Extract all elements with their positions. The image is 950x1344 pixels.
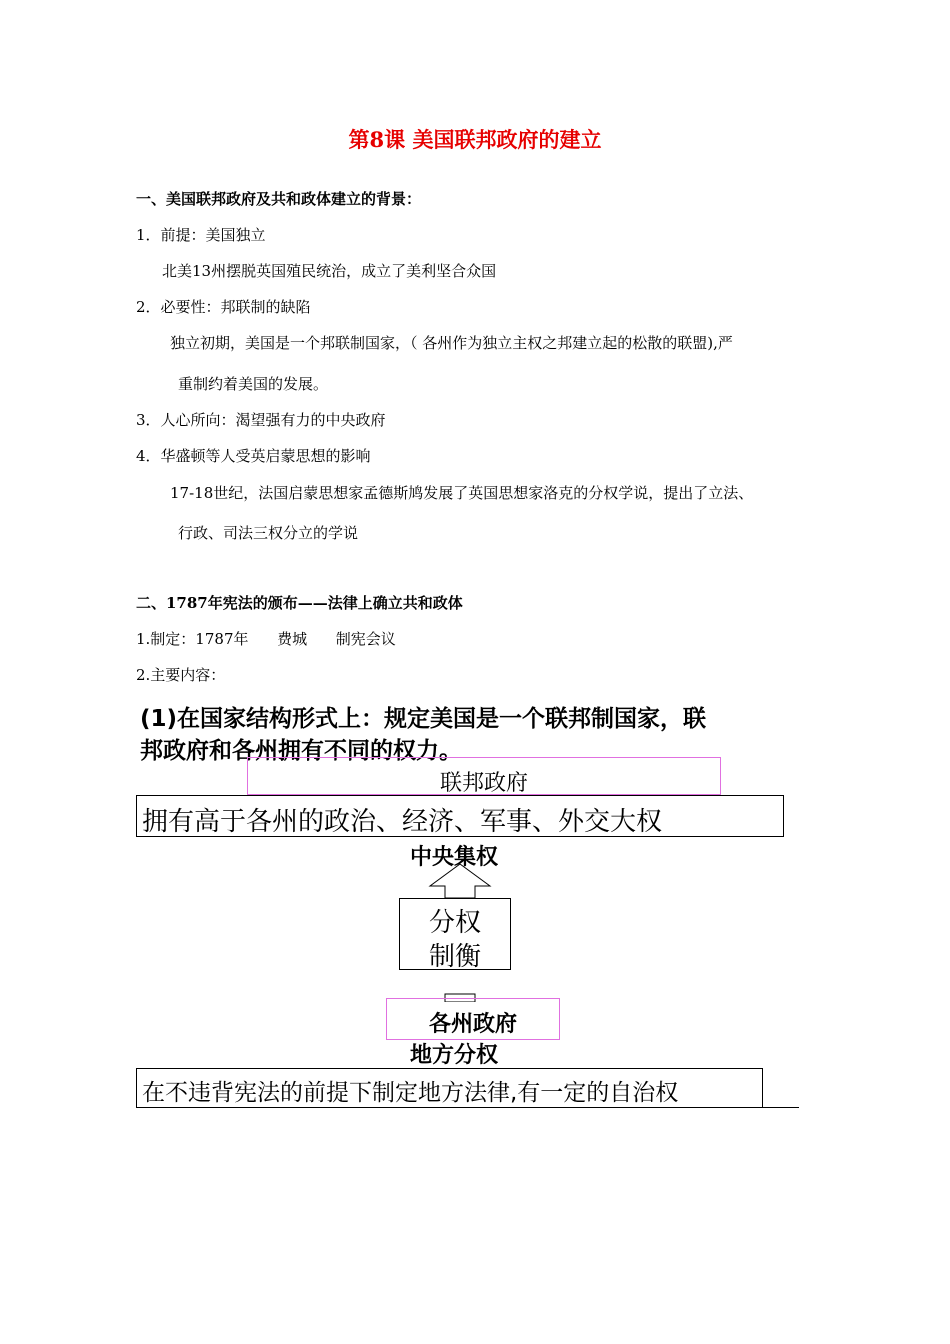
state-powers-underline	[136, 1107, 799, 1108]
central-power-label: 中央集权	[410, 845, 499, 870]
federal-powers-text: 拥有高于各州的政治、经济、军事、外交大权	[142, 807, 663, 837]
section2-heading: 二、1787年宪法的颁布——法律上确立共和政体	[136, 594, 463, 612]
section1-item2: 2．必要性：邦联制的缺陷	[136, 298, 311, 316]
section1-item4-detail-2: 行政、司法三权分立的学说	[178, 524, 359, 542]
section1-item1: 1．前提：美国独立	[136, 226, 266, 244]
checks-and-balances-line1: 分权	[428, 908, 481, 938]
diagram-intro-line2: 邦政府和各州拥有不同的权力。	[140, 738, 462, 764]
section1-item1-detail: 北美13州摆脱英国殖民统治，成立了美利坚合众国	[162, 262, 497, 280]
checks-and-balances-line2: 制衡	[428, 942, 481, 972]
section2-item1: 1.制定：1787年 费城 制宪会议	[136, 630, 396, 648]
section1-item2-detail-2: 重制约着美国的发展。	[178, 375, 329, 393]
section1-heading: 一、美国联邦政府及共和政体建立的背景：	[136, 190, 422, 208]
state-powers-text: 在不违背宪法的前提下制定地方法律,有一定的自治权	[142, 1080, 679, 1106]
section2-item2: 2.主要内容：	[136, 666, 226, 684]
federal-government-label: 联邦政府	[439, 771, 528, 796]
state-government-label: 各州政府	[428, 1012, 517, 1037]
section1-item4: 4．华盛顿等人受英启蒙思想的影响	[136, 447, 371, 465]
diagram-intro-line1: (1)在国家结构形式上：规定美国是一个联邦制国家，联	[140, 706, 707, 732]
section1-item2-detail-1: 独立初期，美国是一个邦联制国家，（ 各州作为独立主权之邦建立起的松散的联盟),严	[170, 334, 733, 352]
section1-item4-detail-1: 17-18世纪，法国启蒙思想家孟德斯鸠发展了英国思想家洛克的分权学说，提出了立法、	[170, 484, 754, 502]
local-power-label: 地方分权	[410, 1043, 499, 1068]
section1-item3: 3．人心所向：渴望强有力的中央政府	[136, 411, 386, 429]
page-title: 第8课 美国联邦政府的建立	[348, 127, 602, 152]
